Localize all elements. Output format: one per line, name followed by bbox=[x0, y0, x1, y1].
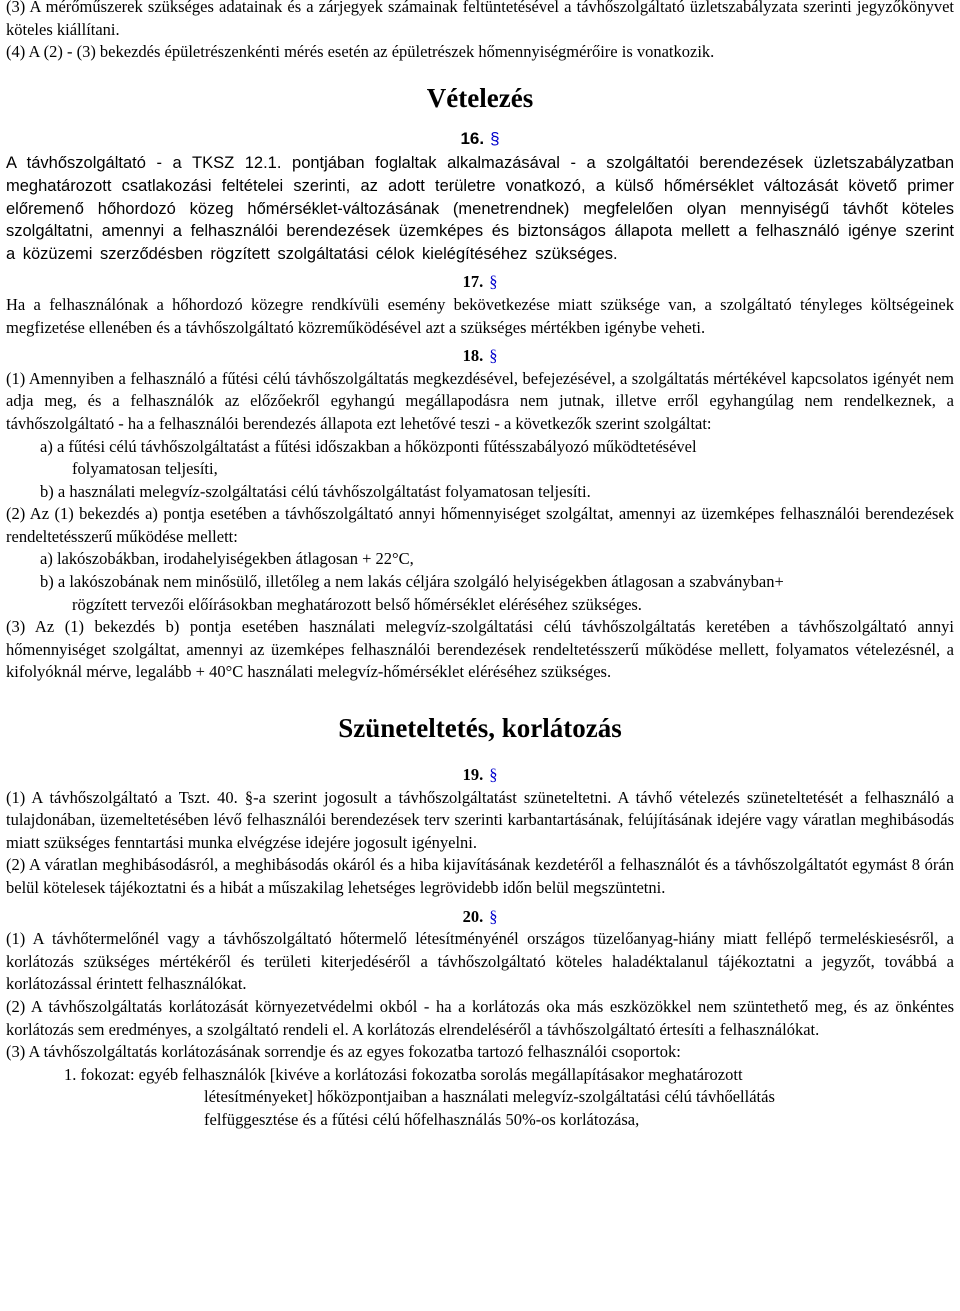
section-number: 18. bbox=[462, 346, 484, 366]
section-18-item-a-cont: folyamatosan teljesíti, bbox=[72, 459, 218, 479]
section-17-text: Ha a felhasználónak a hőhordozó közegre rendkívüli esemény bekövetkezése miatt szüksége van, a szolgáltató tényleges költségeinek megfizetése ellenében és a távhőszolgáltató közreműködésével azt a szükséges mértékben igénybe veheti. bbox=[6, 294, 954, 337]
section-number: 20. bbox=[462, 906, 484, 926]
section-18-para-2-item-a: a) lakószobákban, irodahelyiségekben átlagosan + 22°C, bbox=[40, 549, 414, 569]
section-sign-link[interactable]: § bbox=[490, 128, 500, 148]
section-sign-link[interactable]: § bbox=[489, 765, 498, 785]
section-number: 19. bbox=[462, 765, 484, 785]
section-20-level-1: 1. fokozat: egyéb felhasználók [kivéve a korlátozási fokozatba sorolás megállapításakor meghatározott bbox=[64, 1064, 743, 1084]
section-sign-link[interactable]: § bbox=[489, 906, 498, 926]
section-20-para-2: (2) A távhőszolgáltatás korlátozását környezetvédelmi okból - ha a korlátozás oka más eszközökkel nem szüntethető meg, és az önkéntes korlátozás sem eredményes, a szolgáltató rendeli el. A korlátozás elrendeléséről a távhőszolgáltató értesíti a felhasználókat. bbox=[6, 996, 954, 1039]
section-17-heading bbox=[6, 271, 954, 294]
section-sign-link[interactable]: § bbox=[489, 346, 498, 366]
section-20-level-1-cont-2: felfüggesztése és a fűtési célú hőfelhasználás 50%-os korlátozása, bbox=[204, 1109, 640, 1129]
section-19-para-2: (2) A váratlan meghibásodásról, a meghibásodás okáról és a hiba kijavításának kezdetéről a felhasználót és a távhőszolgáltatót egymást 8 órán belül kötelesek tájékoztatni és a hibát a műszakilag lehetséges legrövidebb időn belül megszüntetni. bbox=[6, 855, 954, 897]
section-20-para-3: (3) A távhőszolgáltatás korlátozásának sorrendje és az egyes fokozatba tartozó felhasználói csoportok: bbox=[6, 1042, 681, 1062]
section-20-level-1-cont-1: létesítményeket] hőközpontjaiban a használati melegvíz-szolgáltatási célú távhőellátás bbox=[204, 1087, 775, 1107]
section-20-heading bbox=[6, 906, 954, 929]
paragraph-15-3: (3) A mérőműszerek szükséges adatainak és a zárjegyek számainak feltüntetésével a távhőszolgáltató üzletszabályzata szerinti jegyzőkönyvet köteles kiállítani. bbox=[6, 0, 954, 39]
paragraph-15-4: (4) A (2) - (3) bekezdés épületrészenkénti mérés esetén az épületrészek hőmennyiségmérőire is vonatkozik. bbox=[6, 42, 715, 62]
heading-vetelezes: Vételezés bbox=[426, 82, 534, 113]
section-number: 16. bbox=[460, 128, 485, 148]
section-18-para-2-item-b-cont: rögzített tervezői előírásokban meghatározott belső hőmérséklet eléréséhez szükséges. bbox=[72, 594, 642, 614]
section-20-para-1: (1) A távhőtermelőnél vagy a távhőszolgáltató hőtermelő létesítményénél országos tüzelőanyag-hiány miatt fellépő termeléskiesésről, a korlátozás szükséges mértékéről és területi kiterjedéséről a távhőszolgáltató köteles haladéktalanul tájékoztatni a jegyzőt, továbbá a korlátozással érintett felhasználókat. bbox=[6, 929, 954, 994]
section-number: 17. bbox=[462, 272, 484, 292]
section-18-para-2-item-b: b) a lakószobának nem minősülő, illetőleg a nem lakás céljára szolgáló helyiségekben átlagosan a szabványban+ bbox=[40, 572, 784, 592]
section-16-text: A távhőszolgáltató - a TKSZ 12.1. pontjában foglaltak alkalmazásával - a szolgáltatói berendezések üzletszabályzatban meghatározott csatlakozási feltételei szerinti, az adott területre vonatkozó, a külső hőmérséklet változását követő primer előremenő hőhordozó közeg hőmérséklet-változásának (menetrendnek) megfelelően olyan mennyiségű távhőt köteles szolgáltatni, amennyi a felhasználói berendezések üzemképes és biztonságos állapota mellett a felhasználó igénye szerint a közüzemi szerződésben rögzített szolgáltatási célok kielégítéséhez szükséges. bbox=[6, 154, 954, 263]
section-19-para-1: (1) A távhőszolgáltató a Tszt. 40. §-a szerint jogosult a távhőszolgáltatást szüneteltetni. A távhő vételezés szüneteltetését a felhasználó a tulajdonában, üzemeltetésében lévő felhasználói berendezések terv szerinti karbantartásának, felújításának idejére vagy váratlan meghibásodás miatt szükséges fenntartási munka elvégzése idejére jogosult igényelni. bbox=[6, 787, 954, 852]
section-18-item-b: b) a használati melegvíz-szolgáltatási célú távhőszolgáltatást folyamatosan teljesíti. bbox=[40, 481, 591, 501]
section-18-para-2: (2) Az (1) bekezdés a) pontja esetében a távhőszolgáltató annyi hőmennyiséget szolgáltat, amennyi az üzemképes felhasználói berendezések rendeltetésszerű működése mellett: bbox=[6, 504, 954, 546]
section-sign-link[interactable]: § bbox=[489, 272, 498, 292]
heading-szuneteltetes: Szüneteltetés, korlátozás bbox=[338, 713, 622, 744]
section-16-heading bbox=[6, 128, 954, 151]
section-18-item-a: a) a fűtési célú távhőszolgáltatást a fűtési időszakban a hőközponti fűtésszabályozó működtetésével bbox=[40, 436, 697, 456]
section-18-para-1: (1) Amennyiben a felhasználó a fűtési célú távhőszolgáltatás megkezdésével, befejezésével, a szolgáltatás mértékével kapcsolatos igényét nem adja meg, és a felhasználók az előzőekről egyhangú megállapodásra nem jutnak, illetve erről egyhangúlag nem rendelkeznek, a távhőszolgáltató - ha a felhasználói berendezés állapota ezt lehetővé teszi - a következők szerint szolgáltat: bbox=[6, 368, 954, 433]
section-19-heading bbox=[6, 764, 954, 787]
section-18-para-3: (3) Az (1) bekezdés b) pontja esetében használati melegvíz-szolgáltatási célú távhőszolgáltatás keretében a távhőszolgáltató annyi hőmennyiséget szolgáltat, amennyi az üzemképes felhasználói berendezések rendeltetésszerű működése mellett, folyamatos vételezésnél, a kifolyóknál mérve, legalább + 40°C használati melegvíz-hőmérséklet eléréséhez szükséges. bbox=[6, 617, 954, 682]
section-18-heading bbox=[6, 345, 954, 368]
